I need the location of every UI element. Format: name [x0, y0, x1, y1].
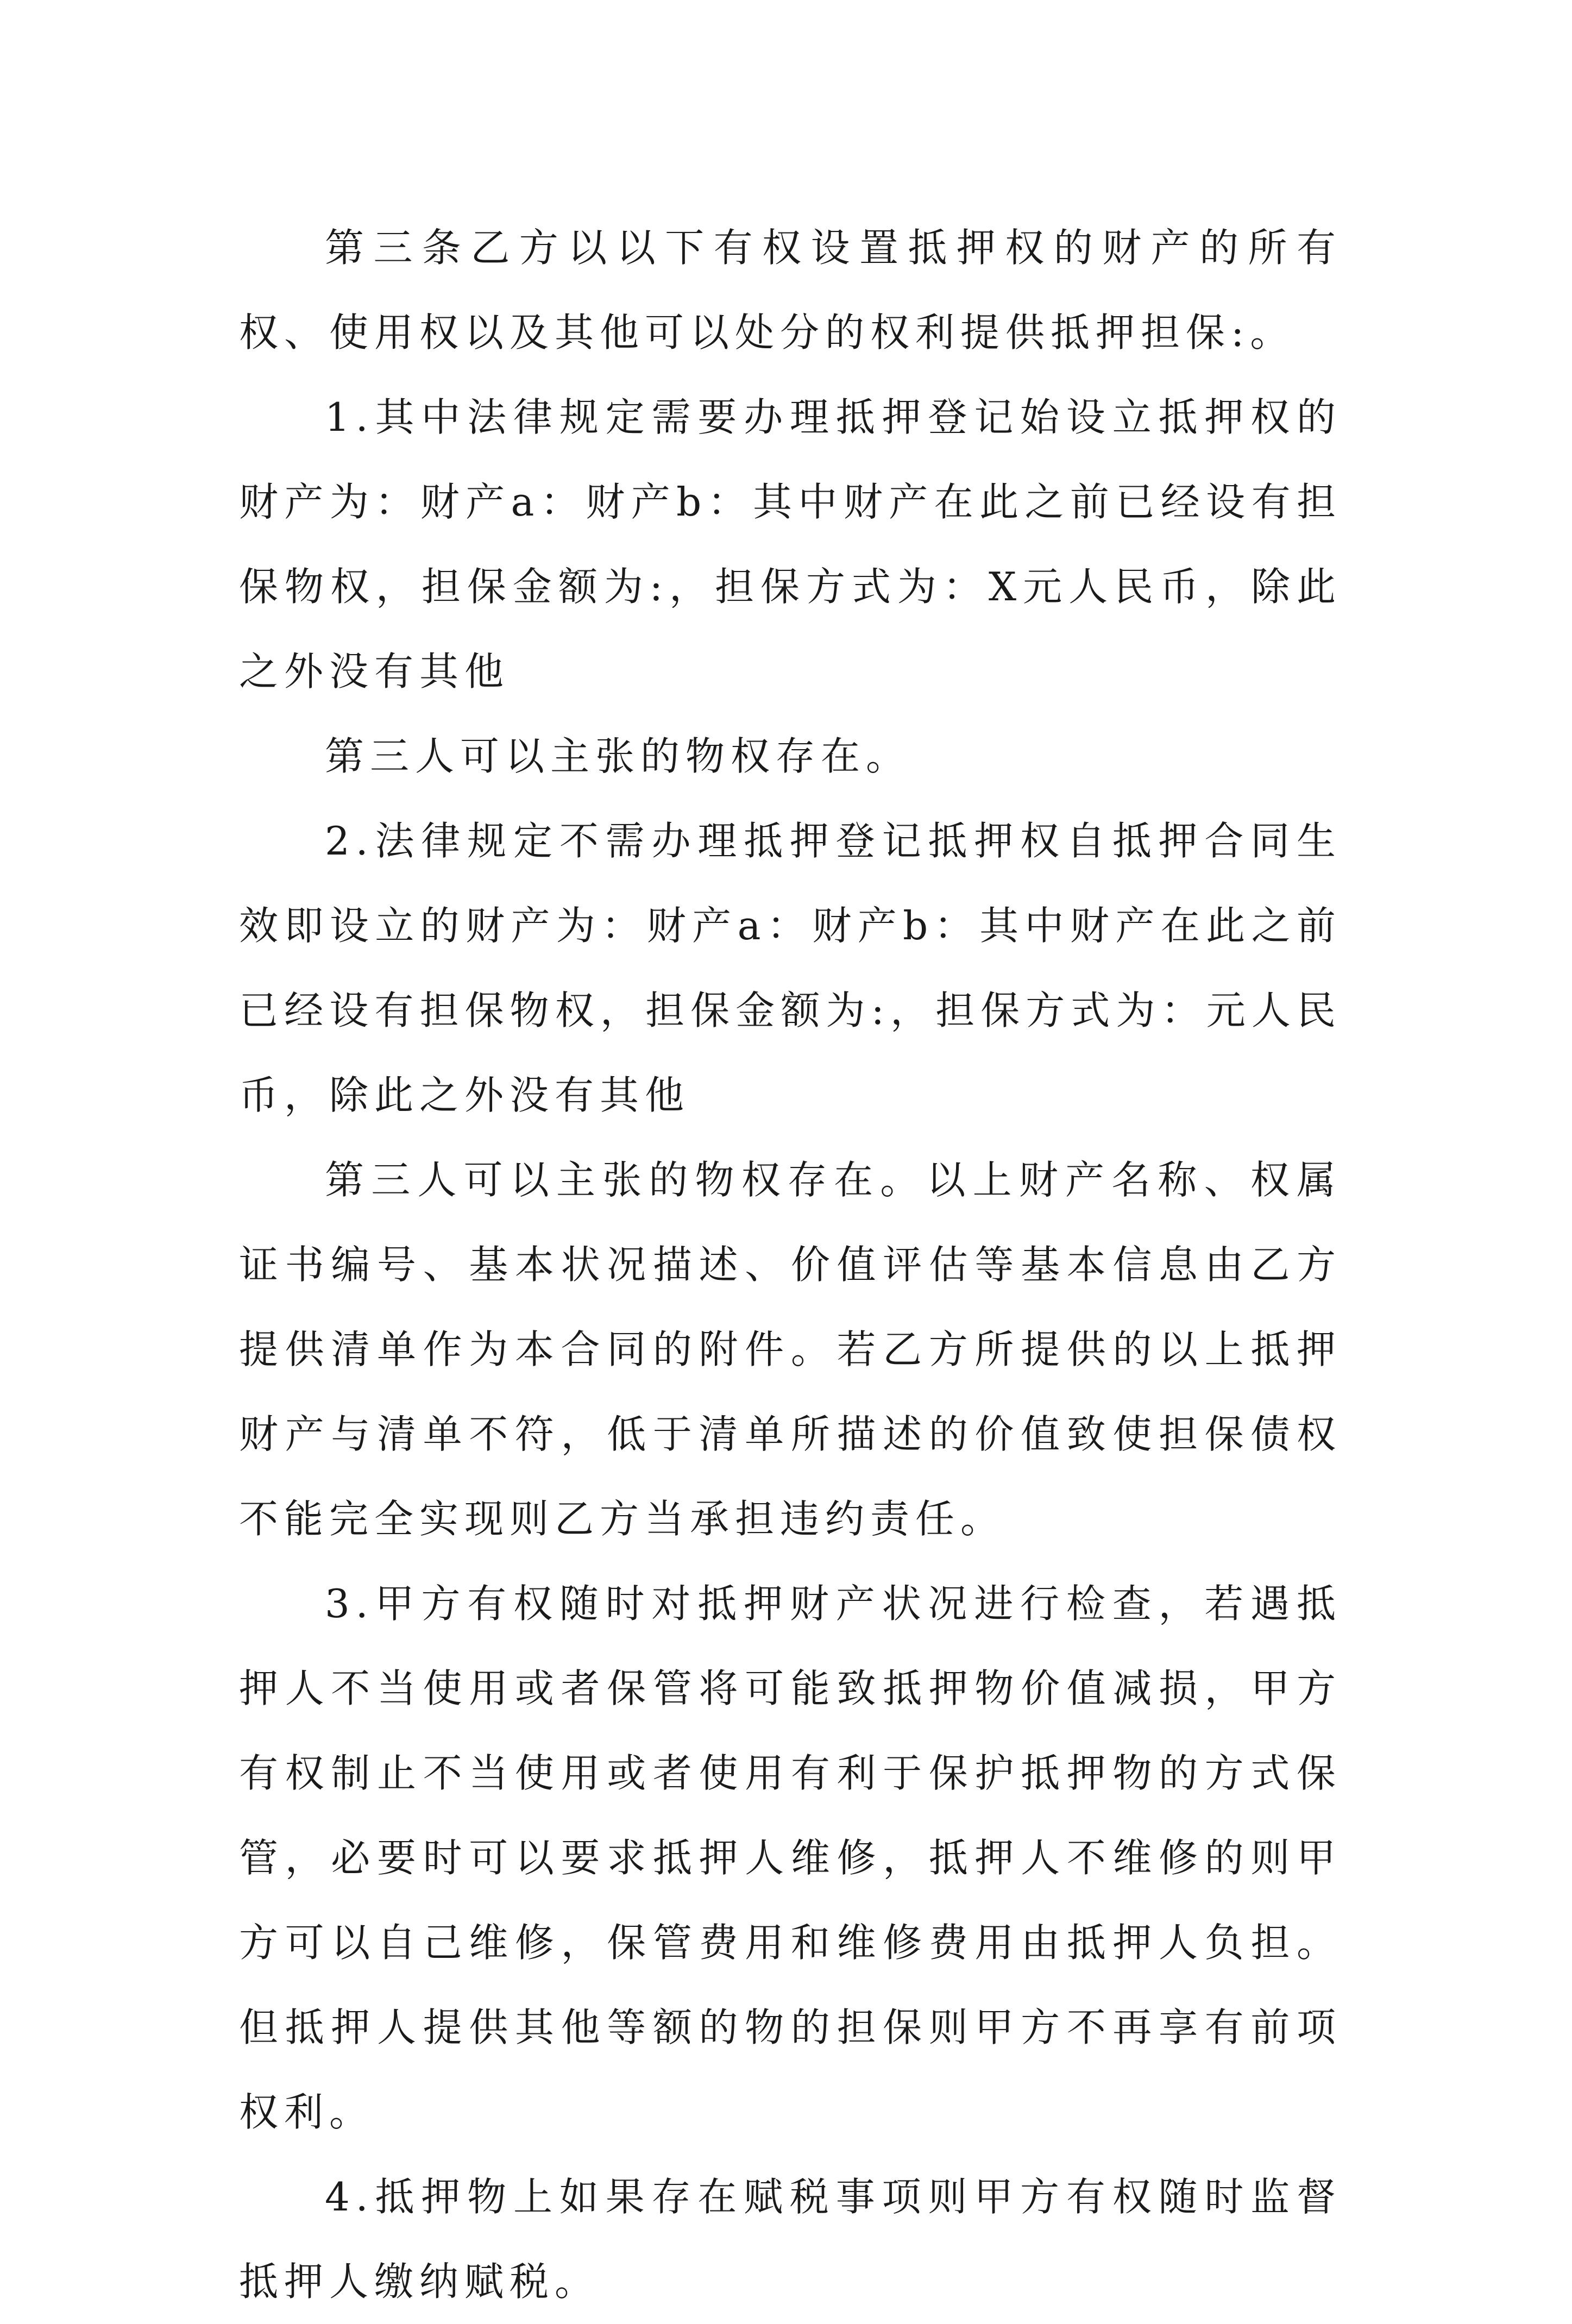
paragraph-article-3: 第三条乙方以以下有权设置抵押权的财产的所有权、使用权以及其他可以处分的权利提供抵押担保:。	[239, 225, 1342, 355]
paragraph-item-1: 1.其中法律规定需要办理抵押登记始设立抵押权的财产为：财产a：财产b：其中财产在此之前已经设有担保物权，担保金额为:，担保方式为：X元人民币，除此之外没有其他	[239, 394, 1342, 694]
document-body	[239, 205, 1342, 2324]
paragraph-item-1-continued: 第三人可以主张的物权存在。	[325, 733, 911, 779]
paragraph-item-4: 4.抵押物上如果存在赋税事项则甲方有权随时监督抵押人缴纳赋税。	[239, 2174, 1342, 2304]
paragraph-item-2-continued: 第三人可以主张的物权存在。以上财产名称、权属证书编号、基本状况描述、价值评估等基本信息由乙方提供清单作为本合同的附件。若乙方所提供的以上抵押财产与清单不符，低于清单所描述的价值致使担保债权不能完全实现则乙方当承担违约责任。	[239, 1157, 1342, 1542]
paragraph-item-3: 3.甲方有权随时对抵押财产状况进行检查，若遇抵押人不当使用或者保管将可能致抵押物价值减损，甲方有权制止不当使用或者使用有利于保护抵押物的方式保管，必要时可以要求抵押人维修，抵押人不维修的则甲方可以自己维修，保管费用和维修费用由抵押人负担。但抵押人提供其他等额的物的担保则甲方不再享有前项权利。	[239, 1581, 1342, 2135]
paragraph-item-2: 2.法律规定不需办理抵押登记抵押权自抵押合同生效即设立的财产为：财产a：财产b：其中财产在此之前已经设有担保物权，担保金额为:，担保方式为：元人民币，除此之外没有其他	[239, 818, 1342, 1118]
